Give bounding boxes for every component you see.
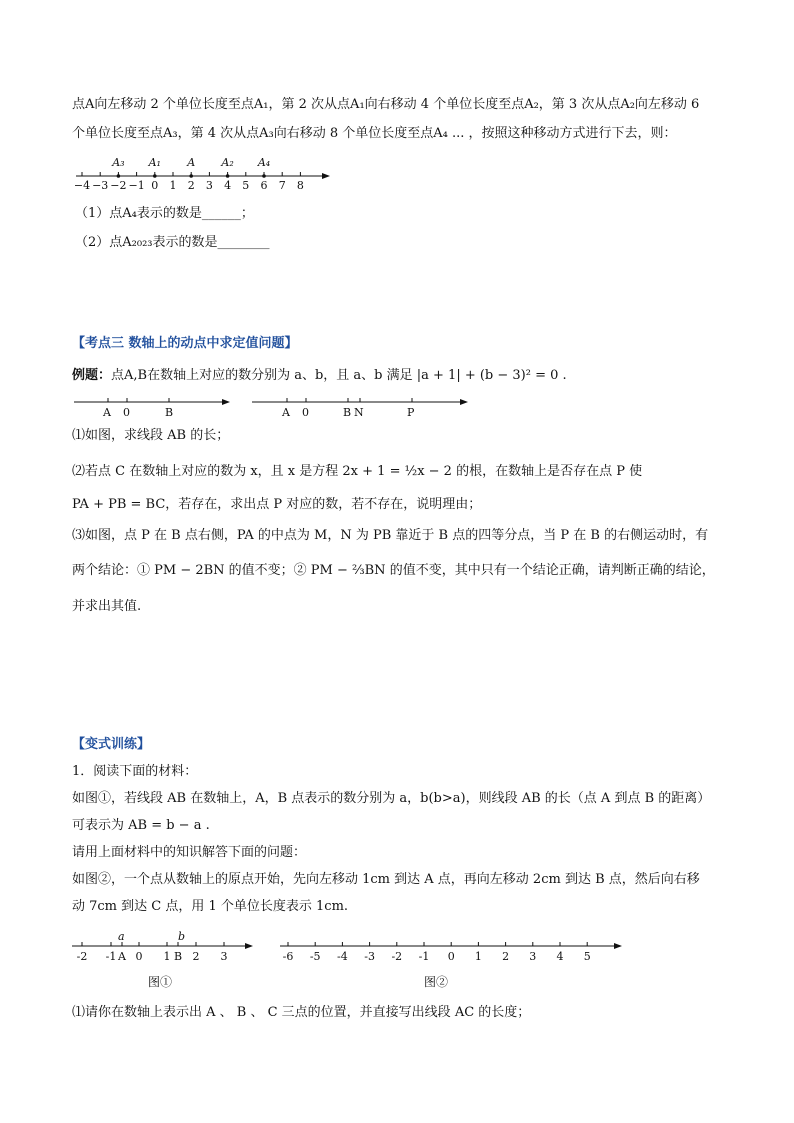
part-3-line2: 两个结论：① PM − 2BN 的值不变；② PM − ⅔BN 的值不变，其中只有一个结论正确，请判断正确的结论， <box>72 563 715 578</box>
axis1-tick-label: 3 <box>205 179 213 192</box>
axis2-label-b: B <box>165 406 174 419</box>
axis3-label-n: N <box>354 406 364 419</box>
fig1-label-a-small: a <box>118 930 125 943</box>
fig1-tick-label: A <box>118 950 126 963</box>
axis1-tick-label: −1 <box>128 179 145 192</box>
axis1-point-dot <box>189 174 193 178</box>
question-1: （1）点A₄表示的数是______； <box>75 206 254 221</box>
axis1-tick-label: 0 <box>151 179 159 192</box>
para1-line1: 点A向左移动 2 个单位长度至点A₁，第 2 次从点A₁向右移动 4 个单位长度至点A₂，第 3 次从点A₂向左移动 6 <box>72 97 700 112</box>
fig2-caption: 图② <box>424 975 449 989</box>
number-line-2 <box>72 392 232 420</box>
fig2-tick-label: -4 <box>337 950 348 963</box>
ex1-line3: 可表示为 AB = b − a . <box>72 818 210 833</box>
axis1-tick-label: 4 <box>224 179 232 192</box>
figure-2 <box>278 930 630 992</box>
axis3-label-a: A <box>282 406 290 419</box>
fig1-tick-label: -2 <box>76 950 88 963</box>
axis1-tick-label: 7 <box>278 179 286 192</box>
number-line-1 <box>72 152 332 192</box>
part-2-line1: ⑵若点 C 在数轴上对应的数为 x，且 x 是方程 2x + 1 = ½x − 2 的根，在数轴上是否存在点 P 使 <box>72 464 643 479</box>
example-text: 点A,B在数轴上对应的数分别为 a、b，且 a、b 满足 |a + 1| + (b − 3)² = 0 . <box>111 368 567 383</box>
fig1-tick-label: -1 <box>105 950 117 963</box>
part-3-line1: ⑶如图，点 P 在 B 点右侧，PA 的中点为 M，N 为 PB 靠近于 B 点的四等分点，当 P 在 B 的右侧运动时，有 <box>72 528 709 543</box>
fig2-tick-label: 4 <box>556 950 564 963</box>
part-1: ⑴如图，求线段 AB 的长； <box>72 428 230 443</box>
ex1-line5: 如图②，一个点从数轴上的原点开始，先向左移动 1cm 到达 A 点，再向左移动 2cm 到达 B 点，然后向右移 <box>72 872 700 887</box>
section-3-heading: 【考点三 数轴上的动点中求定值问题】 <box>72 336 298 351</box>
example <box>72 366 724 386</box>
axis1-point-dot <box>153 174 157 178</box>
axis1-point-label: A₄ <box>257 156 271 169</box>
para1-line2: 个单位长度至点A₃，第 4 次从点A₃向右移动 8 个单位长度至点A₄ ... ，按照这种移动方式进行下去，则： <box>72 126 677 141</box>
fig2-tick-label: 5 <box>583 950 591 963</box>
question-2: （2）点A₂₀₂₃表示的数是________ <box>75 235 270 250</box>
ex1-question-1: ⑴请你在数轴上表示出 A 、 B 、 C 三点的位置，并直接写出线段 AC 的长度； <box>72 1005 531 1020</box>
fig1-caption: 图① <box>148 975 173 989</box>
part-3-line3: 并求出其值. <box>72 599 142 614</box>
axis1-tick-label: 1 <box>169 179 177 192</box>
fig2-tick-label: 0 <box>447 950 455 963</box>
number-line-3 <box>250 392 472 420</box>
axis3-label-b: B <box>343 406 352 419</box>
axis1-tick-label: −4 <box>73 179 91 192</box>
fig2-tick-label: 1 <box>474 950 482 963</box>
fig2-tick-label: 3 <box>529 950 537 963</box>
axis1-point-label: A₃ <box>112 156 125 169</box>
fig2-tick-label: 2 <box>502 950 510 963</box>
fig2-tick-label: -2 <box>391 950 403 963</box>
ex1-line6: 动 7cm 到达 C 点，用 1 个单位长度表示 1cm. <box>72 899 349 914</box>
axis1-tick-label: −2 <box>110 179 127 192</box>
fig1-tick-label: 2 <box>192 950 200 963</box>
axis2-label-a: A <box>103 406 111 419</box>
ex1-line4: 请用上面材料中的知识解答下面的问题： <box>72 845 307 860</box>
axis1-point-label: A₁ <box>148 156 161 169</box>
fig1-tick-label: B <box>173 950 183 963</box>
axis1-point-dot <box>117 174 121 178</box>
axis1-point-dot <box>226 174 230 178</box>
example-label: 例题： <box>72 368 112 383</box>
axis1-tick-label: −3 <box>92 179 109 192</box>
axis1-tick-label: 6 <box>260 179 268 192</box>
axis1-point-label: A₂ <box>221 156 234 169</box>
fig2-tick-label: -6 <box>282 950 294 963</box>
axis1-tick-label: 8 <box>296 179 304 192</box>
fig1-tick-label: 3 <box>220 950 228 963</box>
fig1-tick-label: 1 <box>163 950 171 963</box>
axis1-tick-label: 2 <box>187 179 195 192</box>
fig2-tick-label: -5 <box>309 950 321 963</box>
fig1-tick-label: 0 <box>135 950 143 963</box>
ex1-line2: 如图①，若线段 AB 在数轴上，A，B 点表示的数分别为 a，b(b>a)，则线段 AB 的长（点 A 到点 B 的距离） <box>72 791 711 806</box>
part-2-line2: PA + PB = BC，若存在，求出点 P 对应的数，若不存在，说明理由； <box>72 497 482 512</box>
axis1-tick-label: 5 <box>242 179 250 192</box>
axis1-point-dot <box>262 174 266 178</box>
fig1-label-b-small: b <box>178 930 186 943</box>
fig2-tick-label: -1 <box>418 950 430 963</box>
axis2-label-0: 0 <box>123 406 130 419</box>
variant-heading: 【变式训练】 <box>72 737 151 752</box>
fig2-tick-label: -3 <box>364 950 375 963</box>
ex1-line1: 1．阅读下面的材料： <box>72 764 198 779</box>
axis3-label-0: 0 <box>302 406 309 419</box>
axis3-label-p: P <box>407 406 415 419</box>
figure-1 <box>70 930 260 992</box>
axis1-point-label: A <box>187 156 196 169</box>
